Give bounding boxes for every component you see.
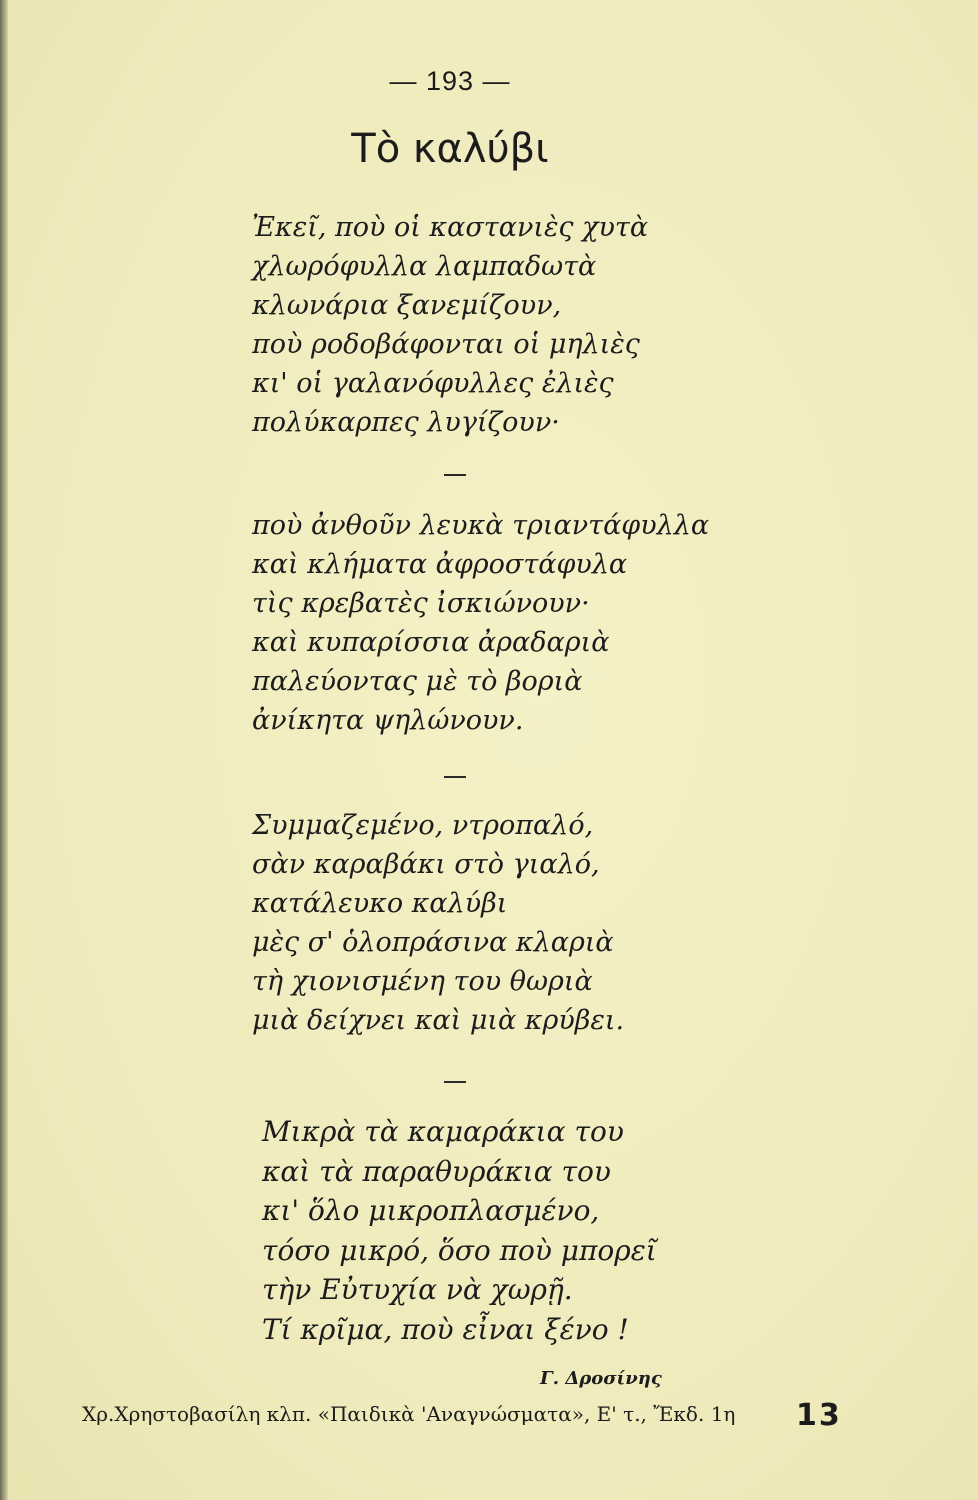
- verse-line: τὴ χιονισμένη του θωριὰ: [252, 966, 593, 997]
- stanza-divider: [444, 1081, 466, 1083]
- stanza-divider: [444, 776, 466, 778]
- page-edge-shadow: [0, 0, 8, 1500]
- verse-line: Ἐκεῖ, ποὺ οἱ καστανιὲς χυτὰ: [252, 212, 649, 243]
- verse-line: καὶ κλήματα ἀφροστάφυλα: [252, 549, 628, 580]
- poem-title: Τὸ καλύβι: [351, 126, 549, 172]
- verse-line: πολύκαρπες λυγίζουν·: [252, 407, 560, 438]
- verse-line: ποὺ ροδοβάφονται οἱ μηλιὲς: [252, 329, 640, 360]
- stanza-1: [252, 208, 648, 442]
- verse-line: κλωνάρια ξανεμίζουν,: [252, 290, 562, 321]
- verse-line: Συμμαζεμένο, ντροπαλό,: [252, 810, 594, 841]
- page-number: — 193 —: [389, 66, 511, 96]
- verse-line: κι' οἱ γαλανόφυλλες ἐλιὲς: [252, 368, 614, 399]
- verse-line: τόσο μικρό, ὅσο ποὺ μπορεῖ: [262, 1233, 657, 1267]
- stanza-4: [262, 1112, 657, 1349]
- stanza-3: [252, 806, 624, 1040]
- verse-line: καὶ τὰ παραθυράκια του: [262, 1154, 611, 1188]
- stanza-divider: [444, 474, 466, 476]
- verse-line: σὰν καραβάκι στὸ γιαλό,: [252, 849, 600, 880]
- verse-line: Τί κρῖμα, ποὺ εἶναι ξένο !: [262, 1312, 629, 1346]
- verse-line: παλεύοντας μὲ τὸ βοριὰ: [252, 666, 583, 697]
- verse-line: τὴν Εὐτυχία νὰ χωρῇ.: [262, 1273, 573, 1306]
- poem-author: Γ. Δροσίνης: [540, 1368, 662, 1389]
- verse-line: Μικρὰ τὰ καμαράκια του: [262, 1115, 624, 1148]
- verse-line: ποὺ ἀνθοῦν λευκὰ τριαντάφυλλα: [252, 510, 710, 541]
- verse-line: μιὰ δείχνει καὶ μιὰ κρύβει.: [252, 1005, 625, 1036]
- book-footer: Χρ.Χρηστοβασίλη κλπ. «Παιδικὰ 'Αναγνώσματα», Ε' τ., Ἔκδ. 1η: [82, 1402, 736, 1426]
- verse-line: κι' ὅλο μικροπλασμένο,: [262, 1194, 600, 1227]
- verse-line: καὶ κυπαρίσσια ἀραδαριὰ: [252, 627, 610, 658]
- stanza-2: [252, 506, 709, 740]
- verse-line: μὲς σ' ὁλοπράσινα κλαριὰ: [252, 927, 614, 958]
- verse-line: κατάλευκο καλύβι: [252, 888, 508, 919]
- verse-line: χλωρόφυλλα λαμπαδωτὰ: [252, 251, 597, 282]
- verse-line: ἀνίκητα ψηλώνουν.: [252, 705, 524, 736]
- sheet-number: 13: [796, 1398, 842, 1433]
- verse-line: τὶς κρεβατὲς ἰσκιώνουν·: [252, 588, 590, 619]
